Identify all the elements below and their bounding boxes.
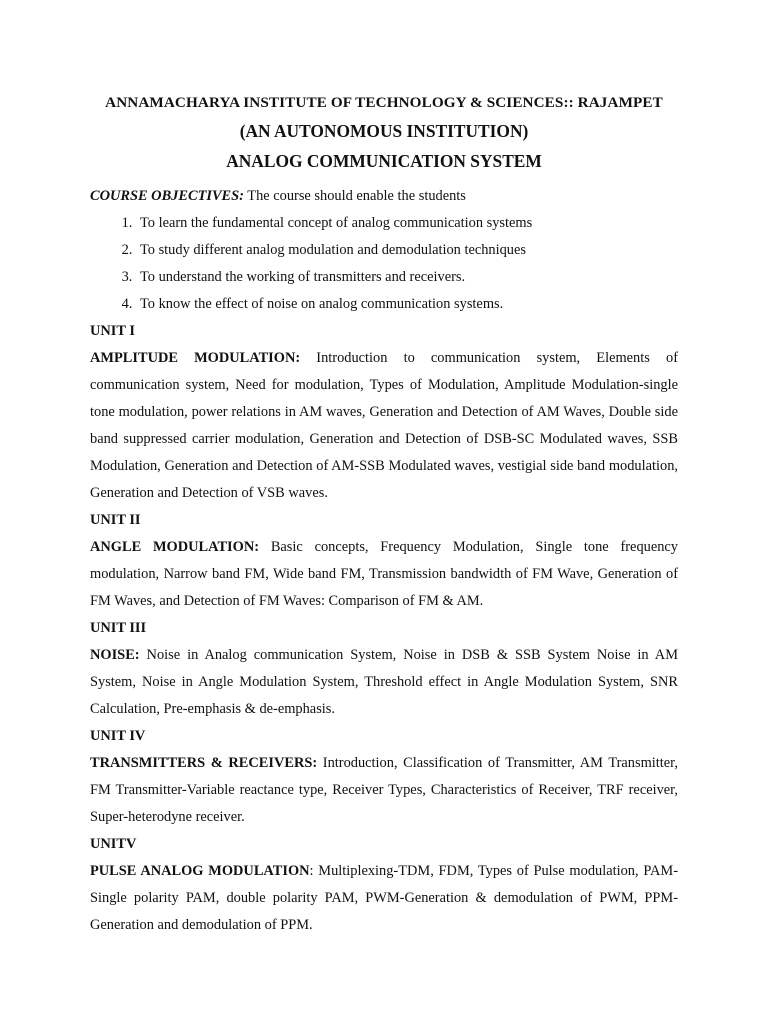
objective-item: 3. To understand the working of transmitters and receivers.: [136, 264, 678, 291]
unit-topic-text: : Multiplexing-TDM, FDM, Types of Pulse modulation, PAM-Single polarity PAM, double polarity PAM, PWM-Generation & demodulation of PWM, PPM-Generation and demodulation of PPM.: [90, 863, 678, 933]
unit-topic-text: Noise in Analog communication System, Noise in DSB & SSB System Noise in AM System, Noise in Angle Modulation System, Threshold effect in Angle Modulation System, SNR Calculation, Pre-emphasis & de-emphasis.: [90, 647, 678, 717]
objective-item: 1. To learn the fundamental concept of analog communication systems: [136, 210, 678, 237]
course-objectives-label: COURSE OBJECTIVES:: [90, 188, 244, 204]
objectives-list: [90, 210, 678, 318]
unit-topic-label: NOISE:: [90, 647, 140, 663]
unit-topic-text: Introduction to communication system, Elements of communication system, Need for modulation, Types of Modulation, Amplitude Modulation-single tone modulation, power relations in AM waves, Generation and Detection of AM Waves, Double side band suppressed carrier modulation, Generation and Detection of DSB-SC Modulated waves, SSB Modulation, Generation and Detection of AM-SSB Modulated waves, vestigial side band modulation, Generation and Detection of VSB waves.: [90, 350, 678, 501]
unit-content: [90, 858, 678, 939]
institute-name: ANNAMACHARYA INSTITUTE OF TECHNOLOGY & SCIENCES:: RAJAMPET: [105, 94, 663, 111]
objective-item: 2. To study different analog modulation and demodulation techniques: [136, 237, 678, 264]
unit-topic-label: PULSE ANALOG MODULATION: [90, 863, 310, 879]
unit-topic-label: ANGLE MODULATION:: [90, 539, 260, 555]
unit-content: [90, 750, 678, 831]
unit-content: [90, 642, 678, 723]
unit-content: [90, 345, 678, 507]
unit-topic-label: AMPLITUDE MODULATION:: [90, 350, 301, 366]
course-objectives-intro: [90, 183, 678, 210]
institution-status: (AN AUTONOMOUS INSTITUTION): [239, 121, 529, 141]
unit-content: [90, 534, 678, 615]
unit-topic-text: Introduction, Classification of Transmitter, AM Transmitter, FM Transmitter-Variable reactance type, Receiver Types, Characteristics of Receiver, TRF receiver, Super-heterodyne receiver.: [90, 755, 678, 825]
unit-topic-label: TRANSMITTERS & RECEIVERS:: [90, 755, 318, 771]
unit-heading: UNIT IV: [90, 728, 146, 744]
unit-heading: UNIT III: [90, 620, 147, 636]
unit-heading: UNITV: [90, 836, 137, 852]
unit-heading: UNIT I: [90, 323, 135, 339]
unit-heading: UNIT II: [90, 512, 141, 528]
course-objectives-text: The course should enable the students: [243, 188, 466, 204]
unit-topic-text: Basic concepts, Frequency Modulation, Single tone frequency modulation, Narrow band FM, Wide band FM, Transmission bandwidth of FM Wave, Generation of FM Waves, and Detection of FM Waves: Comparison of FM & AM.: [90, 539, 679, 609]
objective-item: 4. To know the effect of noise on analog communication systems.: [136, 291, 678, 318]
course-title: ANALOG COMMUNICATION SYSTEM: [226, 151, 542, 171]
